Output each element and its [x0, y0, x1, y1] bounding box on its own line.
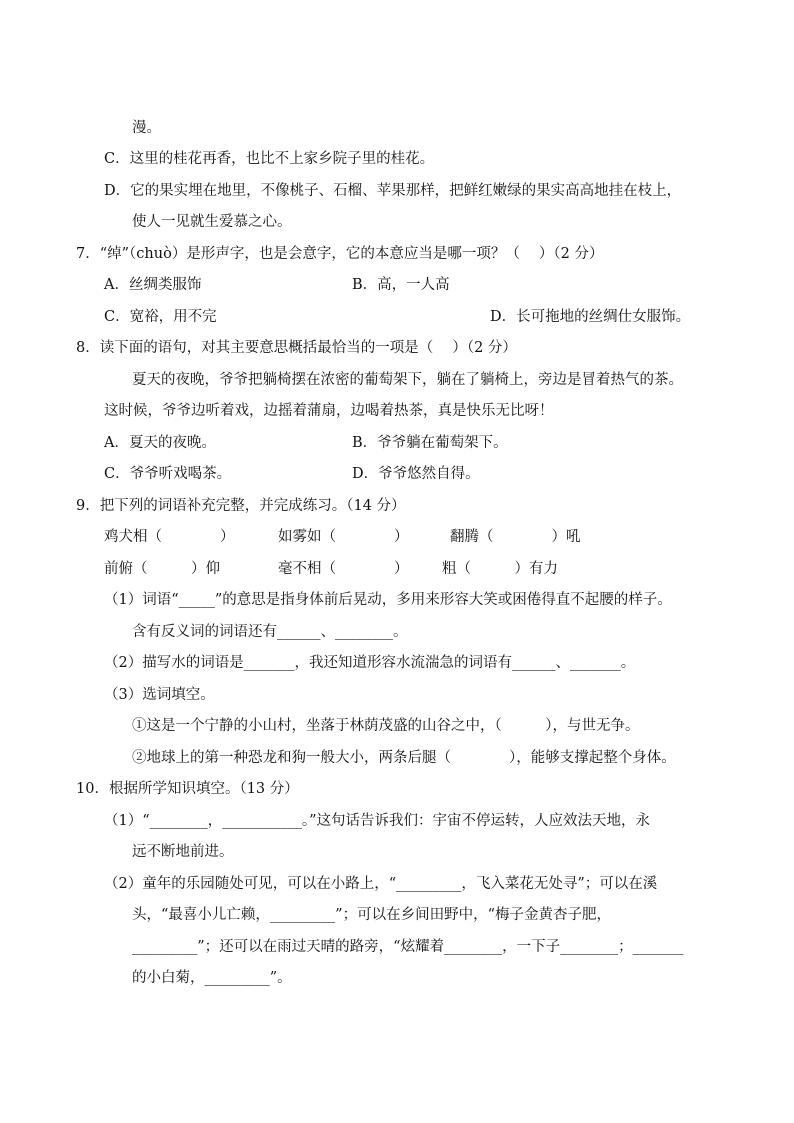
q8-option-c: C．爷爷听戏喝茶。	[104, 466, 232, 482]
q6-option-c: C．这里的桂花再香，也比不上家乡院子里的桂花。	[104, 151, 435, 167]
q6-option-a-continued: 漫。	[132, 120, 161, 136]
q10-sub-2-line-2: 头，“最喜小儿亡赖，_________”；可以在乡间田野中，“梅子金黄杏子肥，	[132, 907, 611, 923]
q8-stem: 8．读下面的语句，对其主要意思概括最恰当的一项是（ ）（2 分）	[76, 340, 517, 356]
q6-option-d-continued: 使人一见就生爱慕之心。	[132, 214, 292, 230]
q8-option-b: B．爷爷躺在葡萄架下。	[352, 435, 508, 451]
q9-sub-1: （1）词语“_____”的意思是指身体前后晃动，多用来形容大笑或困倦得直不起腰的样子。	[104, 592, 672, 608]
q9-word-3: 翻腾（ ）吼	[450, 529, 581, 545]
q7-option-a: A．丝绸类服饰	[104, 277, 202, 293]
q10-sub-1-continued: 远不断地前进。	[132, 844, 234, 860]
q9-sub-3-item-2: ②地球上的第一种恐龙和狗一般大小，两条后腿（ ），能够支撑起整个身体。	[132, 750, 676, 766]
q9-sub-1-continued: 含有反义词的词语还有______、________。	[132, 624, 408, 640]
q10-sub-2-line-4: 的小白菊，_________”。	[132, 970, 292, 986]
q9-word-6: 粗（ ）有力	[442, 561, 558, 577]
q6-option-d: D．它的果实埋在地里，不像桃子、石榴、苹果那样，把鲜红嫩绿的果实高高地挂在枝上，	[104, 183, 682, 199]
q9-word-4: 前俯（ ）仰	[104, 561, 220, 577]
q8-option-a: A．夏天的夜晚。	[104, 435, 216, 451]
q8-option-d: D．爷爷悠然自得。	[352, 466, 480, 482]
q9-stem: 9．把下列的词语补充完整，并完成练习。（14 分）	[76, 498, 406, 514]
q9-word-5: 毫不相（ ）	[278, 561, 409, 577]
q10-sub-1: （1）“________，___________。”这句话告诉我们：宇宙不停运转，人应效法天地，永	[104, 813, 651, 829]
q7-option-d: D．长可拖地的丝绸仕女服饰。	[490, 309, 691, 325]
q7-option-b: B．高，一人高	[352, 277, 450, 293]
q10-stem: 10．根据所学知识填空。（13 分）	[76, 781, 299, 797]
q9-sub-2: （2）描写水的词语是_______，我还知道形容水流湍急的词语有______、_______。	[104, 655, 636, 671]
q7-stem: 7．“绰”（chuò）是形声字，也是会意字，它的本意应当是哪一项？（ ）（2 分）	[76, 246, 604, 262]
q10-sub-2: （2）童年的乐园随处可见，可以在小路上，“_________，飞入菜花无处寻”；可以在溪	[104, 876, 658, 892]
q10-sub-2-line-3: _________”；还可以在雨过天晴的路旁，“炫耀着________，一下子________；_______	[132, 939, 684, 955]
q9-sub-3: （3）选词填空。	[104, 687, 215, 703]
q9-sub-3-item-1: ①这是一个宁静的小山村，坐落于林荫茂盛的山谷之中，（ ），与世无争。	[132, 718, 640, 734]
q9-word-1: 鸡犬相（ ）	[104, 529, 235, 545]
q9-word-2: 如雾如（ ）	[278, 529, 409, 545]
q8-passage-line-2: 这时候，爷爷边听着戏，边摇着蒲扇，边喝着热茶，真是快乐无比呀！	[104, 403, 554, 419]
q8-passage-line-1: 夏天的夜晚，爷爷把躺椅摆在浓密的葡萄架下，躺在了躺椅上，旁边是冒着热气的茶。	[132, 372, 683, 388]
q7-option-c: C．宽裕，用不完	[104, 309, 217, 325]
